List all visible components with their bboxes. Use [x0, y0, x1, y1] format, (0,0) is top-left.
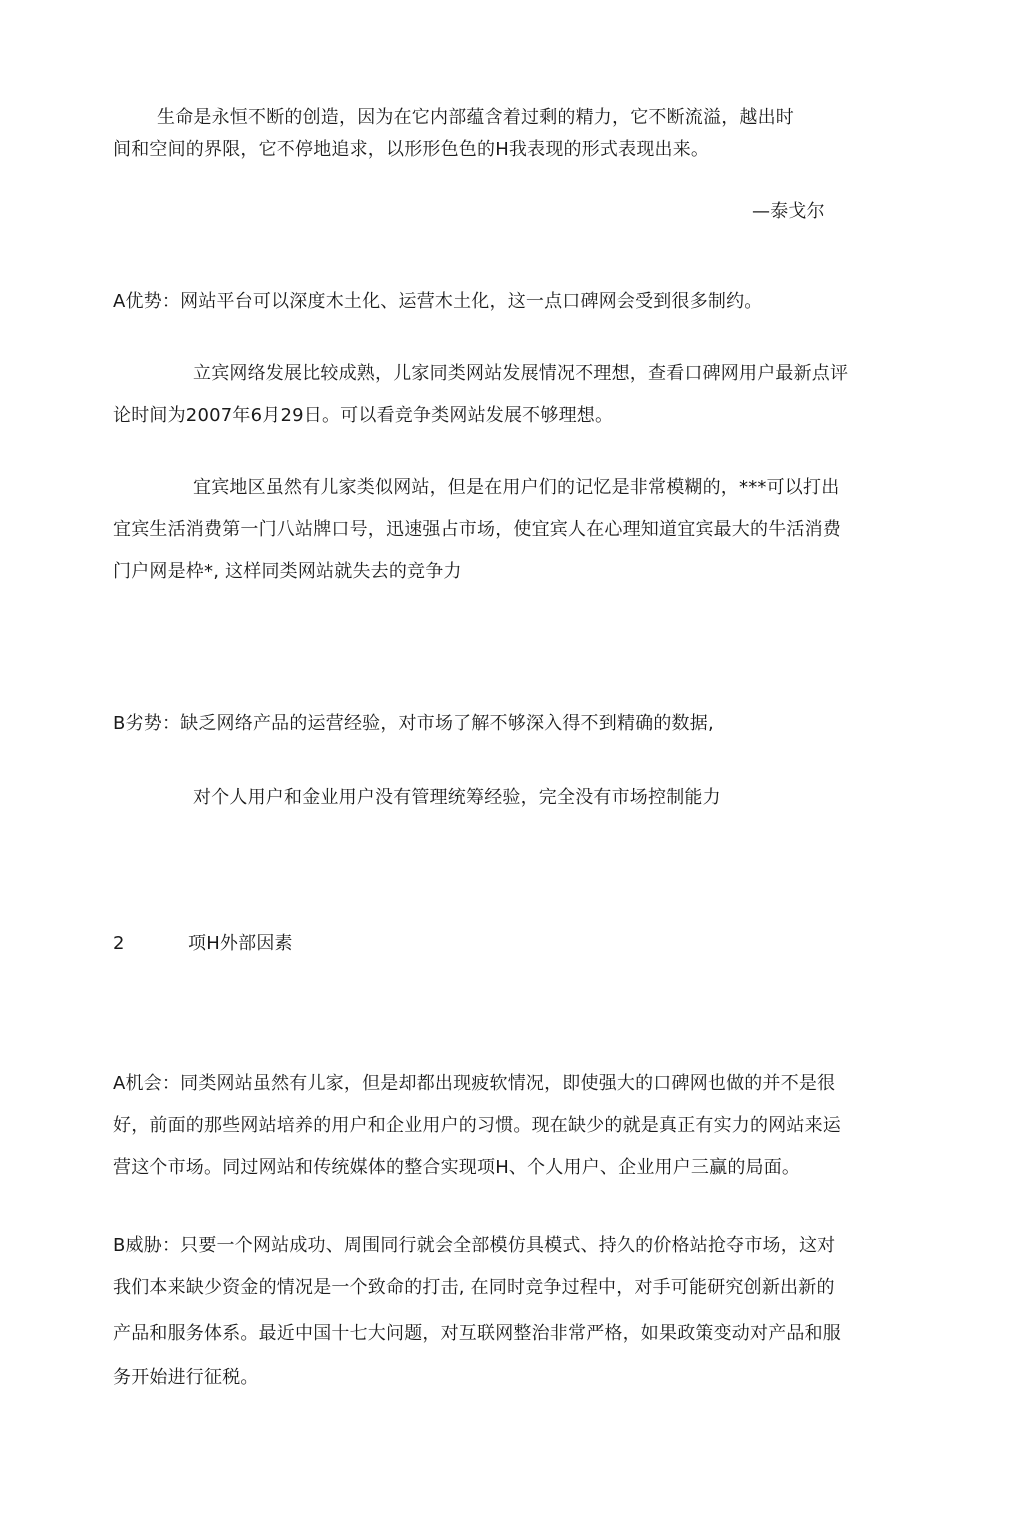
- threat-line-4: 务开始进行征税。: [113, 1367, 259, 1388]
- advantage-heading: A优势：网站平台可以深度木土化、运营木土化，这一点口碑网会受到很多制约。: [113, 291, 763, 312]
- opportunity-line-2: 好，前面的那些网站培养的用户和企业用户的习惯。现在缺少的就是真正有实力的网站来运: [113, 1115, 841, 1136]
- weakness-para1: 对个人用户和金业用户没有管理统筹经验，完全没有市场控制能力: [193, 787, 721, 808]
- advantage-para1-line-2: 论时间为2007年6月29日。可以看竞争类网站发展不够理想。: [113, 405, 614, 426]
- advantage-para2-line-3: 门户网是枠*, 这样同类网站就失去的竞争力: [113, 561, 462, 582]
- quote-attribution: —泰戈尔: [752, 201, 825, 222]
- advantage-para2-line-1: 宜宾地区虽然有儿家类似网站，但是在用户们的记忆是非常模糊的，***可以打出: [193, 477, 840, 498]
- threat-line-2: 我们本来缺少资金的情况是一个致命的打击, 在同时竞争过程中，对手可能研究创新出新的: [113, 1277, 835, 1298]
- section-title: 项H外部因素: [188, 933, 293, 954]
- opportunity-line-1: A机会：同类网站虽然有儿家，但是却都出现疲软情况，即使强大的口碑网也做的并不是很: [113, 1073, 836, 1094]
- section-number: 2: [113, 933, 125, 954]
- quote-line-2: 间和空间的界限，它不停地追求，以形形色色的H我表现的形式表现出来。: [113, 139, 710, 160]
- threat-line-1: B威胁：只要一个网站成功、周围同行就会全部模仿具模式、持久的价格站抢夺市场，这对: [113, 1235, 836, 1256]
- advantage-para2-line-2: 宜宾生活消费第一门八站牌口号，迅速强占市场，使宜宾人在心理知道宜宾最大的牛活消费: [113, 519, 841, 540]
- opportunity-line-3: 营这个市场。同过网站和传统媒体的整合实现项H、个人用户、企业用户三赢的局面。: [113, 1157, 801, 1178]
- advantage-para1-line-1: 立宾网络发展比较成熟，儿家同类网站发展情况不理想，查看口碑网用户最新点评: [193, 363, 849, 384]
- weakness-heading: B劣势：缺乏网络产品的运营经验，对市场了解不够深入得不到精确的数据,: [113, 713, 714, 734]
- quote-line-1: 生命是永恒不断的创造，因为在它内部蕴含着过剩的精力，它不断流溢，越出时: [157, 107, 794, 128]
- threat-line-3: 产品和服务体系。最近中国十七大问题，对互联网整治非常严格，如果政策变动对产品和服: [113, 1323, 841, 1344]
